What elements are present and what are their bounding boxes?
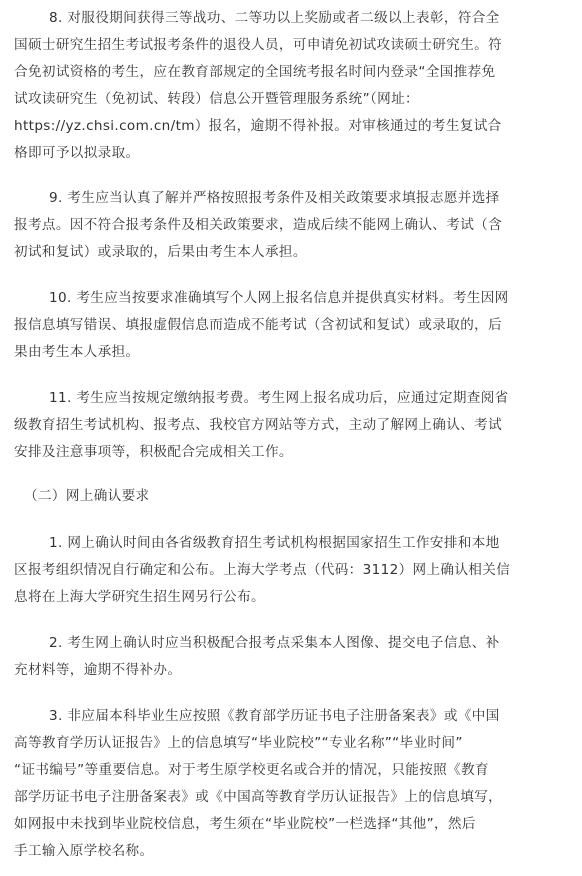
paragraph-line: 8. 对服役期间获得三等战功、二等功以上奖励或者二级以上表彰，符合全 — [49, 10, 500, 26]
paragraph-line: 9. 考生应当认真了解并严格按照报考条件及相关政策要求填报志愿并选择 — [49, 190, 500, 206]
paragraph-line: 级教育招生考试机构、报考点、我校官方网站等方式，主动了解网上确认、考试 — [14, 417, 503, 433]
paragraph-line: 区报考组织情况自行确定和公布。上海大学考点（代码：3112）网上确认相关信 — [14, 562, 511, 578]
paragraph-line: 安排及注意事项等，积极配合完成相关工作。 — [14, 444, 293, 460]
paragraph-line: 果由考生本人承担。 — [14, 344, 140, 360]
paragraph-line: 试攻读研究生（免初试、转段）信息公开暨管理服务系统”（网址： — [14, 91, 419, 107]
paragraph-line: 报考点。因不符合报考条件及相关政策要求，造成后续不能网上确认、考试（含 — [14, 217, 503, 233]
paragraph-line: 国硕士研究生招生考试报考条件的退役人员，可申请免初试攻读硕士研究生。符 — [14, 37, 503, 53]
paragraph-line: 10. 考生应当按要求准确填写个人网上报名信息并提供真实材料。考生因网 — [49, 290, 509, 306]
paragraph-line: 合免初试资格的考生，应在教育部规定的全国统考报名时间内登录“全国推荐免 — [14, 64, 496, 80]
paragraph-line: 2. 考生网上确认时应当积极配合报考点采集本人图像、提交电子信息、补 — [49, 635, 500, 651]
paragraph-line: 部学历证书电子注册备案表》或《中国高等教育学历认证报告》上的信息填写， — [14, 789, 503, 805]
paragraph-line: 1. 网上确认时间由各省级教育招生考试机构根据国家招生工作安排和本地 — [49, 535, 500, 551]
paragraph-line: 充材料等，逾期不得补办。 — [14, 662, 182, 678]
section-heading-text: （二）网上确认要求 — [24, 488, 150, 504]
paragraph-line: https://yz.chsi.com.cn/tm）报名，逾期不得补报。对审核通过的考生复试合 — [14, 118, 502, 134]
paragraph-line: 报信息填写错误、填报虚假信息而造成不能考试（含初试和复试）或录取的，后 — [14, 317, 503, 333]
paragraph-line: 3. 非应届本科毕业生应按照《教育部学历证书电子注册备案表》或《中国 — [49, 708, 500, 724]
paragraph-line: 手工输入原学校名称。 — [14, 843, 154, 859]
paragraph-line: “证书编号”等重要信息。对于考生原学校更名或合并的情况，只能按照《教育 — [14, 762, 489, 778]
paragraph-line: 如网报中未找到毕业院校信息，考生须在“毕业院校”一栏选择“其他”，然后 — [14, 816, 476, 832]
paragraph-line: 11. 考生应当按规定缴纳报考费。考生网上报名成功后，应通过定期查阅省 — [49, 390, 509, 406]
paragraph-line: 高等教育学历认证报告》上的信息填写“毕业院校”“专业名称”“毕业时间” — [14, 735, 463, 751]
paragraph-line: 息将在上海大学研究生招生网另行公布。 — [14, 589, 265, 605]
paragraph-line: 格即可予以拟录取。 — [14, 145, 140, 161]
paragraph-line: 初试和复试）或录取的，后果由考生本人承担。 — [14, 244, 307, 260]
